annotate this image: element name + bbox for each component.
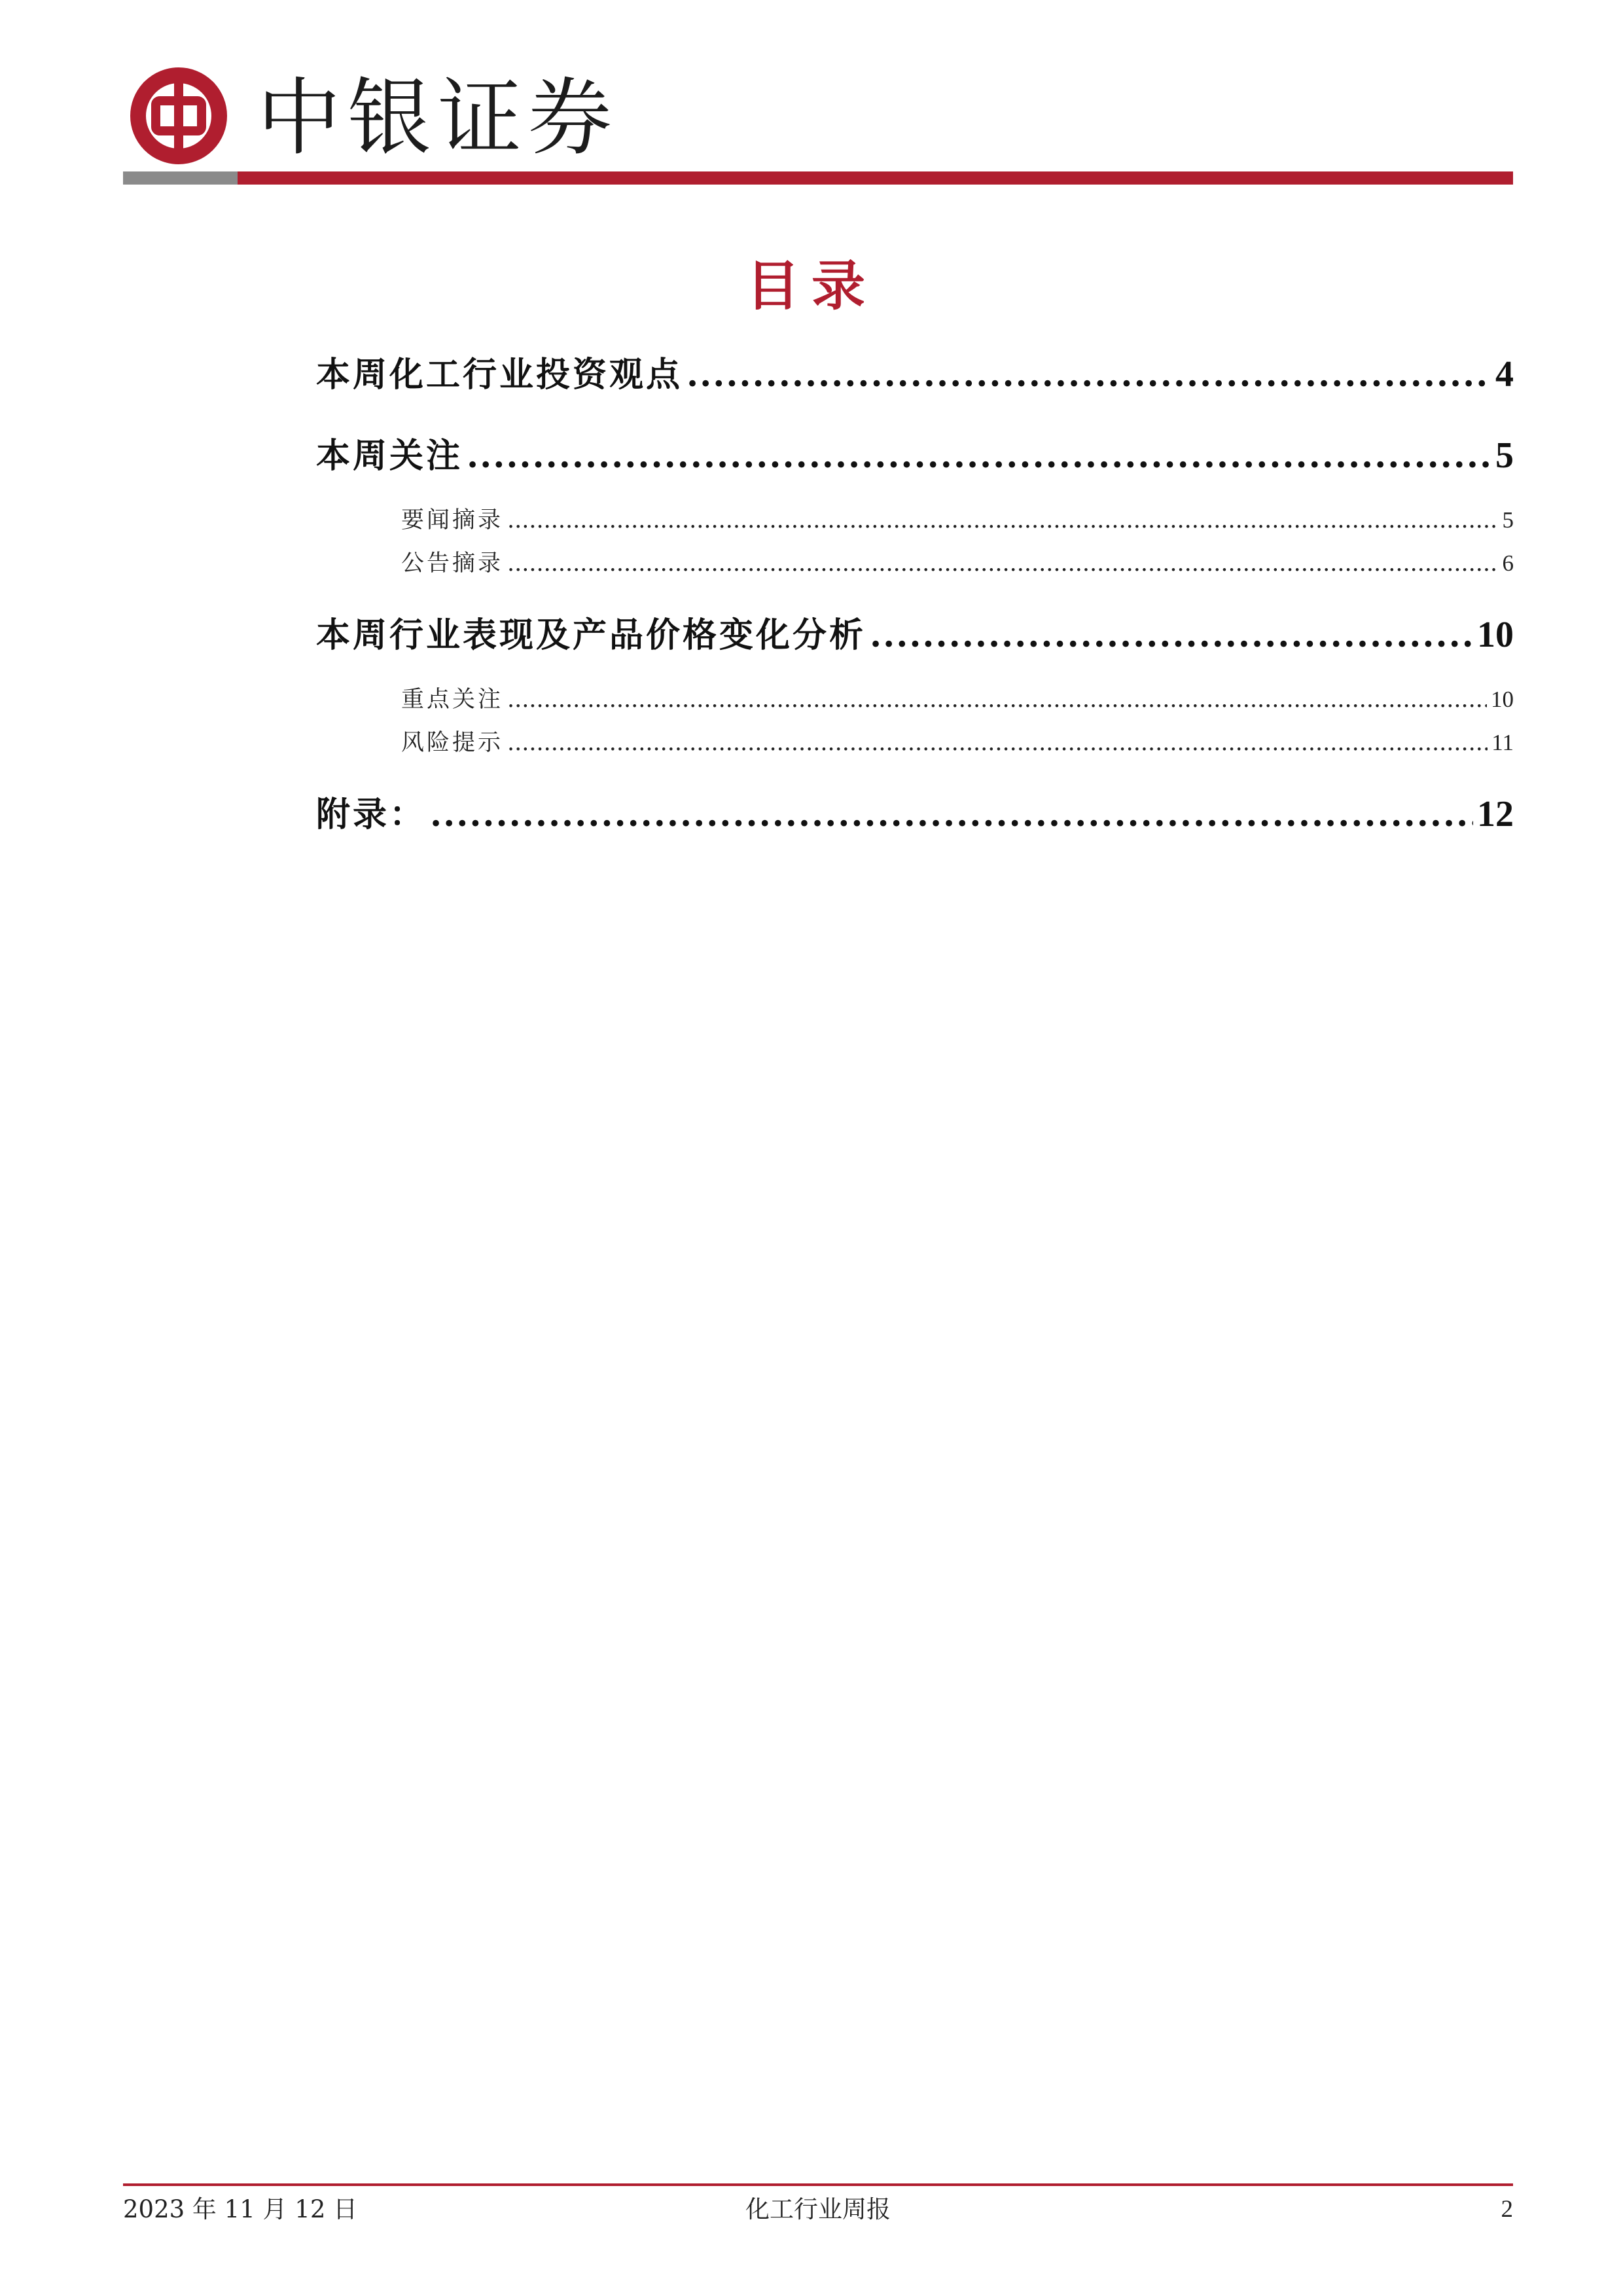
toc-subentry[interactable] xyxy=(316,499,1514,542)
brand-name: 中银证券 xyxy=(257,69,619,167)
toc-entry-page: 10 xyxy=(1491,687,1514,712)
toc-entry-label: 要闻摘录 xyxy=(401,507,504,533)
toc-entry-label: 本周化工行业投资观点 xyxy=(316,355,683,395)
bank-of-china-logo-icon xyxy=(130,67,228,165)
page-footer xyxy=(123,2190,1513,2229)
footer-rule xyxy=(123,2183,1513,2186)
toc-leader-dots xyxy=(870,608,1473,663)
toc-entry-page: 5 xyxy=(1502,507,1514,533)
page-header xyxy=(123,63,1513,187)
toc-leader-dots xyxy=(687,348,1491,403)
footer-report-name: 化工行业周报 xyxy=(745,2195,891,2223)
toc-entry-page: 4 xyxy=(1495,354,1514,395)
toc-leader-dots xyxy=(467,429,1491,484)
footer-date: 2023 年 11 月 12 日 xyxy=(123,2195,358,2223)
header-rule-red xyxy=(238,171,1513,185)
toc-leader-dots xyxy=(507,499,1498,542)
toc-entry-label: 附录： xyxy=(316,795,427,834)
toc-entry-label: 本周关注 xyxy=(316,437,463,476)
table-of-contents xyxy=(316,347,1514,842)
toc-entry-label: 本周行业表现及产品价格变化分析 xyxy=(316,616,866,655)
toc-entry-label: 重点关注 xyxy=(401,687,504,713)
toc-leader-dots xyxy=(507,678,1487,721)
toc-entry[interactable] xyxy=(316,428,1514,483)
toc-entry-page: 12 xyxy=(1477,794,1514,834)
toc-entry-page: 6 xyxy=(1502,550,1514,576)
toc-entry[interactable] xyxy=(316,787,1514,842)
header-rule-grey xyxy=(123,171,238,185)
toc-subentry[interactable] xyxy=(316,678,1514,721)
toc-entry-label: 公告摘录 xyxy=(401,550,504,577)
toc-entry-page: 11 xyxy=(1491,730,1514,755)
toc-entry-page: 10 xyxy=(1477,615,1514,655)
toc-subentry[interactable] xyxy=(316,721,1514,764)
toc-leader-dots xyxy=(507,542,1498,585)
toc-subentry[interactable] xyxy=(316,542,1514,585)
toc-leader-dots xyxy=(430,787,1473,842)
toc-title: 目录 xyxy=(745,255,877,317)
toc-entry[interactable] xyxy=(316,607,1514,662)
toc-entry[interactable] xyxy=(316,347,1514,402)
footer-page-number: 2 xyxy=(1501,2196,1513,2223)
toc-leader-dots xyxy=(507,721,1488,764)
toc-entry-page: 5 xyxy=(1495,435,1514,476)
toc-entry-label: 风险提示 xyxy=(401,730,504,756)
